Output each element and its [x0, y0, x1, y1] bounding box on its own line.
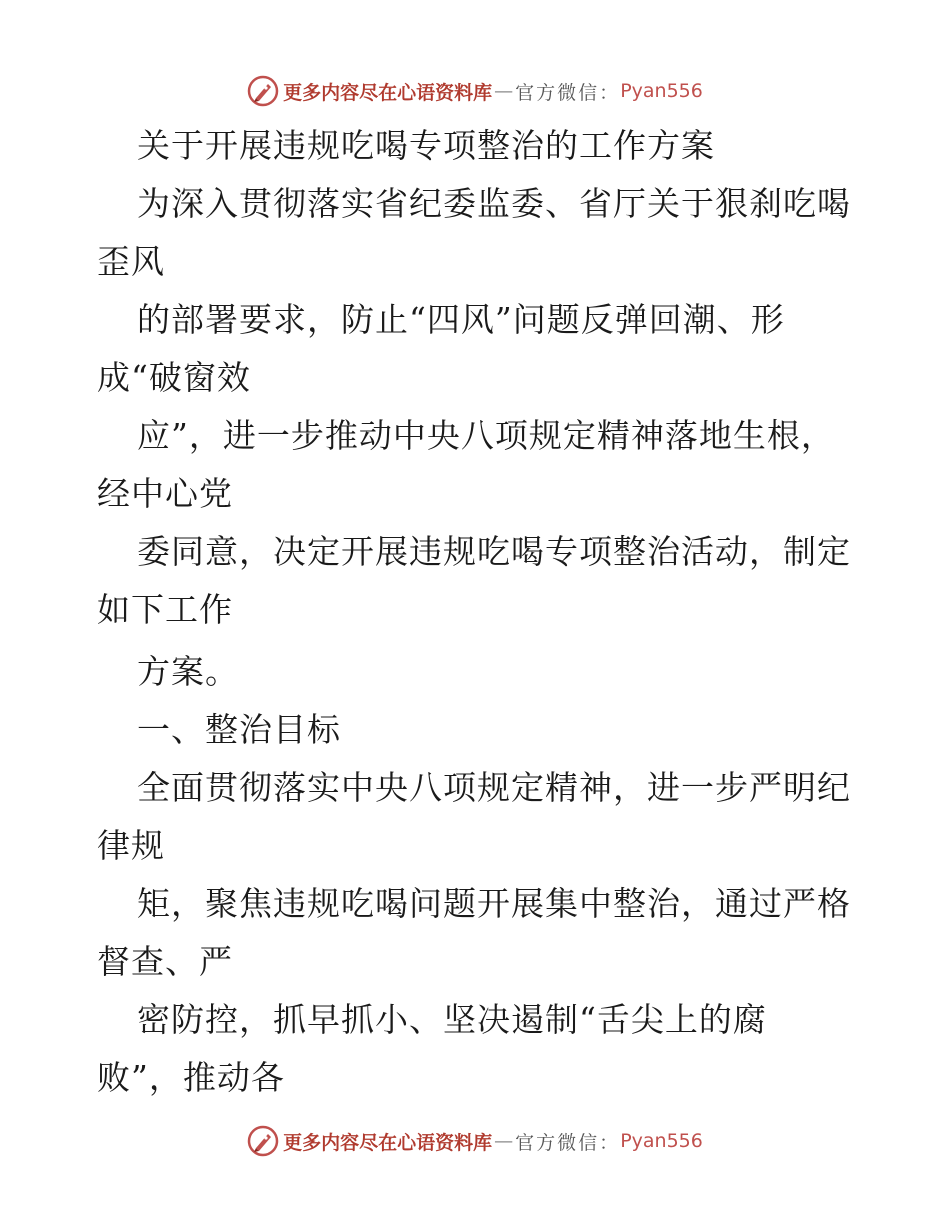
paragraph-line: 败”，推动各 — [97, 1058, 285, 1097]
section-heading: 一、整治目标 — [137, 710, 341, 749]
paragraph-line: 应”，进一步推动中央八项规定精神落地生根， — [137, 416, 835, 455]
watermark-dash: — — [494, 80, 514, 102]
paragraph-line: 全面贯彻落实中央八项规定精神，进一步严明纪 — [137, 768, 851, 807]
paragraph-line: 如下工作 — [97, 590, 233, 629]
paragraph-line: 督查、严 — [97, 942, 233, 981]
pen-logo-icon — [247, 75, 279, 107]
watermark-wechat-id: Pyan556 — [620, 80, 703, 102]
watermark-text: 更多内容尽在心语资料库 — [283, 81, 493, 104]
paragraph-line: 委同意，决定开展违规吃喝专项整治活动，制定 — [137, 532, 851, 571]
watermark-wechat-label: 官方微信： — [515, 1131, 621, 1154]
watermark-dash: — — [494, 1130, 514, 1152]
paragraph-line: 歪风 — [97, 242, 165, 281]
paragraph-line: 方案。 — [137, 652, 239, 691]
paragraph-line: 为深入贯彻落实省纪委监委、省厅关于狠刹吃喝 — [137, 184, 851, 223]
document-title: 关于开展违规吃喝专项整治的工作方案 — [137, 126, 715, 165]
paragraph-line: 成“破窗效 — [97, 358, 251, 397]
pen-logo-icon — [247, 1125, 279, 1157]
paragraph-line: 矩，聚焦违规吃喝问题开展集中整治，通过严格 — [137, 884, 851, 923]
watermark-wechat-label: 官方微信： — [515, 81, 621, 104]
watermark-text: 更多内容尽在心语资料库 — [283, 1131, 493, 1154]
watermark-header — [0, 71, 950, 111]
paragraph-line: 密防控，抓早抓小、坚决遏制“舌尖上的腐 — [137, 1000, 767, 1039]
paragraph-line: 经中心党 — [97, 474, 233, 513]
paragraph-line: 律规 — [97, 826, 165, 865]
watermark-footer — [0, 1121, 950, 1161]
watermark-wechat-id: Pyan556 — [620, 1130, 703, 1152]
paragraph-line: 的部署要求，防止“四风”问题反弹回潮、形 — [137, 300, 785, 339]
